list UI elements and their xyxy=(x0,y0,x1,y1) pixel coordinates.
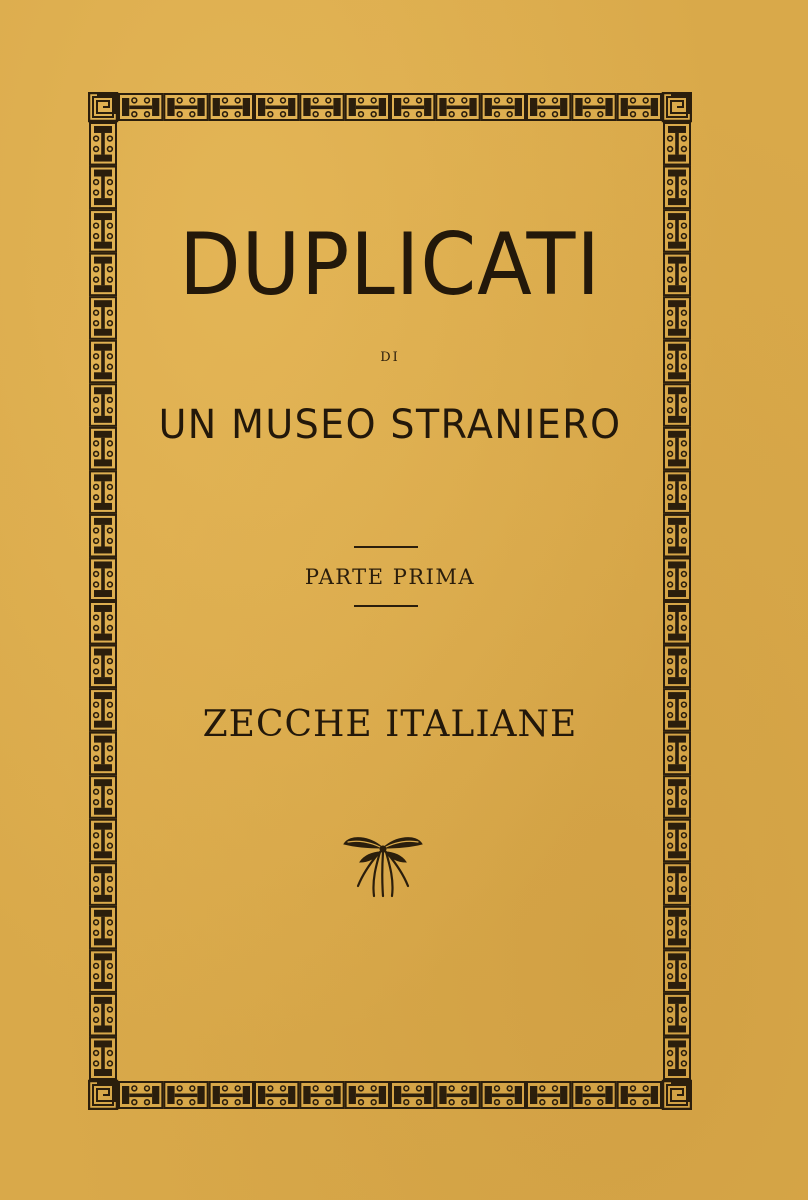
cover-connector: DI xyxy=(380,350,400,365)
cover-part: PARTE PRIMA xyxy=(304,565,476,589)
cover-section: ZECCHE ITALIANE xyxy=(202,704,578,745)
ribbon-bow-ornament-icon xyxy=(338,830,428,900)
divider-rule-top xyxy=(354,546,418,548)
cover-title: DUPLICATI xyxy=(179,215,601,315)
cover-subtitle: UN MUSEO STRANIERO xyxy=(158,402,622,448)
divider-rule-bottom xyxy=(354,605,418,607)
